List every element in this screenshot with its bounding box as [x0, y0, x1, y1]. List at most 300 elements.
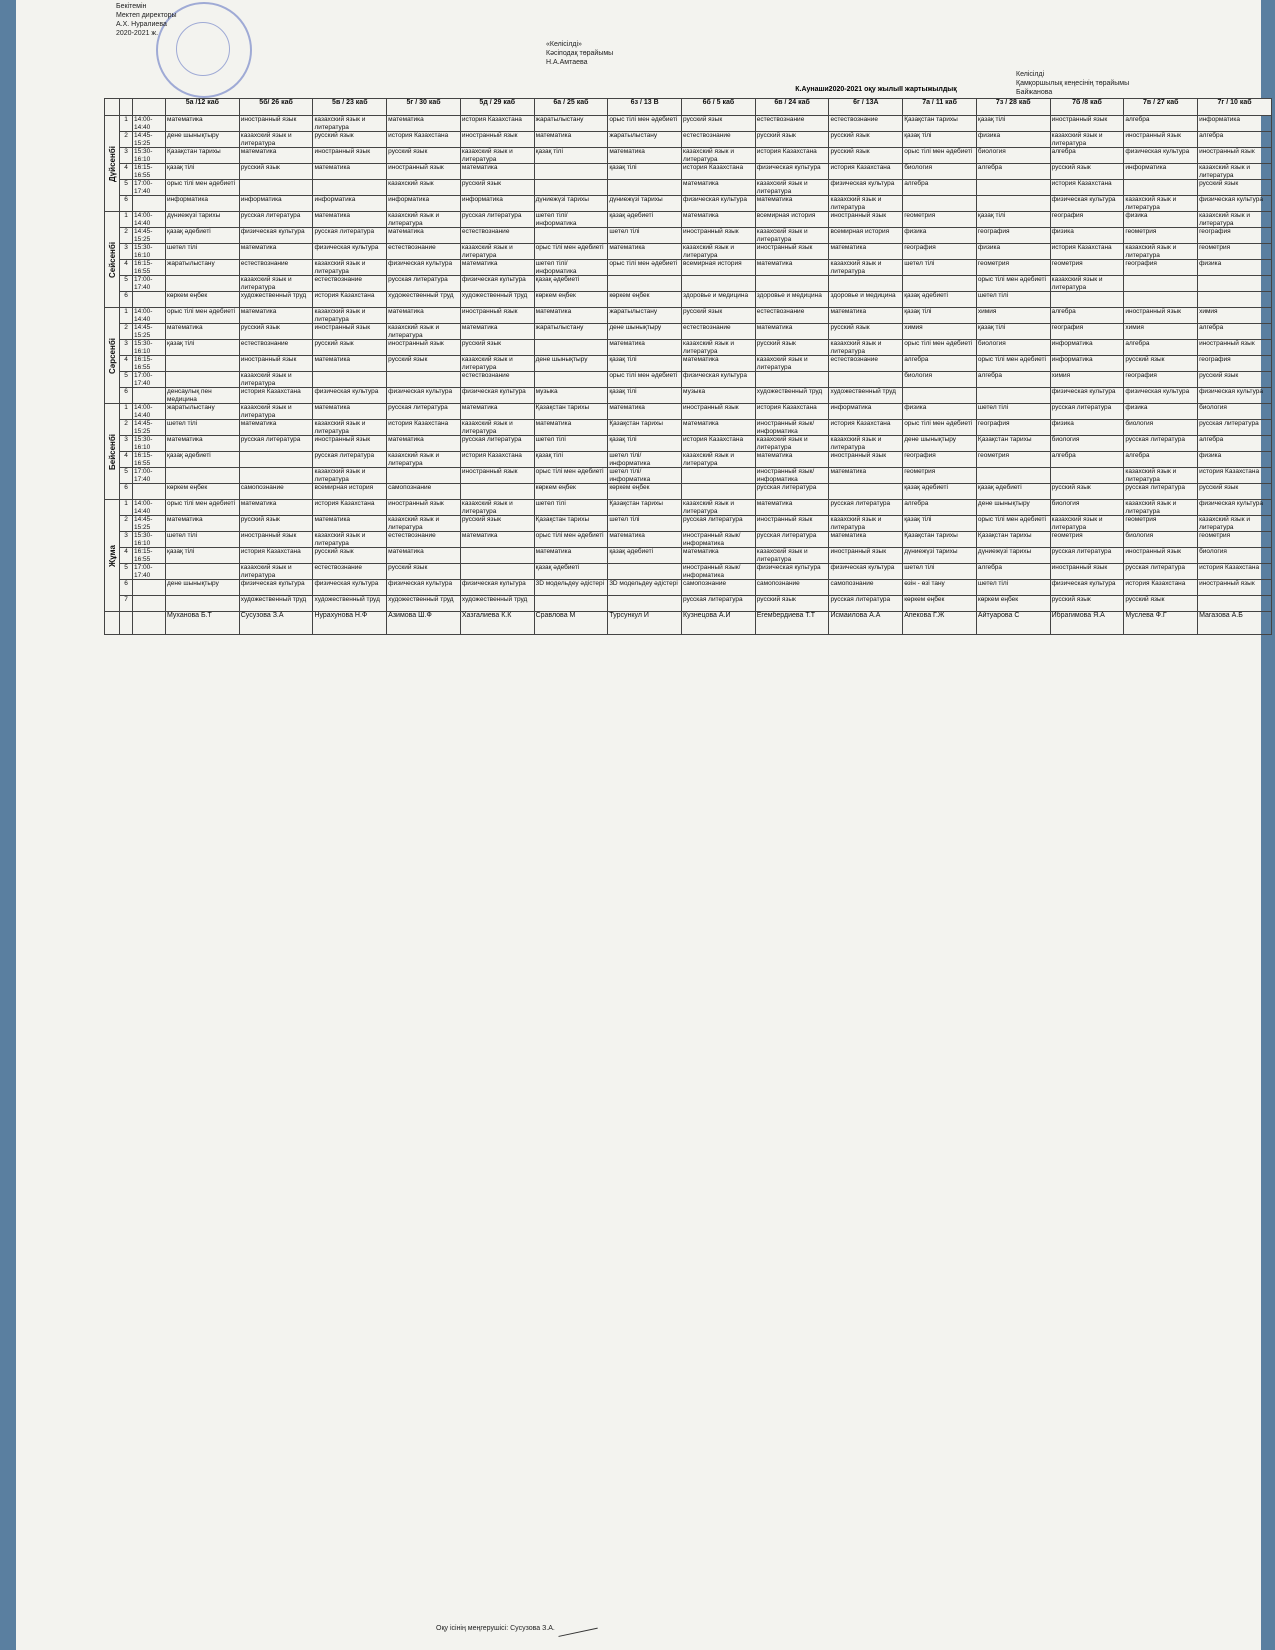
subject-cell: казахский язык и литература — [460, 244, 534, 260]
subject-cell: география — [976, 420, 1050, 436]
subject-cell: русская литература — [1050, 404, 1124, 420]
subject-cell: здоровье и медицина — [829, 292, 903, 308]
lesson-row — [105, 164, 1272, 180]
subject-cell — [903, 388, 977, 404]
subject-cell: физическая культура — [1050, 388, 1124, 404]
subject-cell: математика — [460, 404, 534, 420]
subject-cell: физическая культура — [1124, 388, 1198, 404]
subject-cell: художественный труд — [387, 292, 461, 308]
subject-cell — [313, 180, 387, 196]
class-teacher-name: Исмаилова А.А — [829, 612, 903, 635]
subject-cell: математика — [460, 164, 534, 180]
lesson-row — [105, 372, 1272, 388]
subject-cell: физика — [1050, 228, 1124, 244]
lesson-number: 3 — [120, 244, 133, 260]
subject-cell: иностранный язык — [460, 468, 534, 484]
subject-cell: химия — [903, 324, 977, 340]
subject-cell: иностранный язык — [1124, 132, 1198, 148]
subject-cell: казахский язык и литература — [829, 516, 903, 532]
subject-cell: иностранный язык — [239, 532, 313, 548]
approve-mid-line: Кәсіподақ төрайымы — [546, 50, 614, 57]
subject-cell: самопознание — [387, 484, 461, 500]
subject-cell — [460, 548, 534, 564]
subject-cell: художественный труд — [387, 596, 461, 612]
approve-left-line: Мектеп директоры — [116, 12, 177, 19]
lesson-number: 3 — [120, 532, 133, 548]
subject-cell — [1124, 180, 1198, 196]
subject-cell: русский язык — [682, 116, 756, 132]
subject-cell: математика — [829, 532, 903, 548]
subject-cell: шетел тілі/информатика — [608, 452, 682, 468]
class-column-header: 7б /8 каб — [1050, 99, 1124, 116]
subject-cell — [608, 180, 682, 196]
lesson-number: 3 — [120, 148, 133, 164]
subject-cell: естествознание — [755, 116, 829, 132]
subject-cell: дүниежүзі тарихы — [608, 196, 682, 212]
subject-cell: математика — [239, 148, 313, 164]
subject-cell: русская литература — [682, 596, 756, 612]
subject-cell: шетел тілі — [166, 532, 240, 548]
subject-cell: математика — [387, 436, 461, 452]
subject-cell: геометрия — [1198, 532, 1272, 548]
lesson-time — [133, 596, 166, 612]
lesson-time: 16:15- 16:55 — [133, 164, 166, 180]
subject-cell: жаратылыстану — [608, 132, 682, 148]
subject-cell: физическая культура — [1050, 196, 1124, 212]
subject-cell: математика — [608, 532, 682, 548]
subject-cell: Қазақстан тарихы — [534, 516, 608, 532]
subject-cell: көркем еңбек — [608, 484, 682, 500]
subject-cell: русская литература — [1198, 420, 1272, 436]
subject-cell: математика — [313, 164, 387, 180]
subject-cell: казахский язык и литература — [313, 468, 387, 484]
lesson-time: 14:45- 15:25 — [133, 228, 166, 244]
subject-cell: математика — [239, 500, 313, 516]
subject-cell: математика — [460, 324, 534, 340]
subject-cell: орыс тілі мен әдебиеті — [608, 116, 682, 132]
subject-cell: казахский язык и литература — [239, 404, 313, 420]
subject-cell: русский язык — [1124, 356, 1198, 372]
lesson-time: 15:30- 16:10 — [133, 532, 166, 548]
subject-cell: шетел тілі — [166, 244, 240, 260]
subject-cell: орыс тілі мен әдебиеті — [166, 308, 240, 324]
subject-cell: русский язык — [1050, 596, 1124, 612]
subject-cell: самопознание — [829, 580, 903, 596]
subject-cell: математика — [460, 532, 534, 548]
subject-cell: здоровье и медицина — [755, 292, 829, 308]
lesson-number: 7 — [120, 596, 133, 612]
subject-cell: казахский язык и литература — [829, 436, 903, 452]
subject-cell: көркем еңбек — [534, 484, 608, 500]
subject-cell — [1198, 292, 1272, 308]
subject-cell: иностранный язык/информатика — [682, 564, 756, 580]
subject-cell: көркем еңбек — [903, 596, 977, 612]
subject-cell: Қазақстан тарихы — [534, 404, 608, 420]
lesson-time: 14:00- 14:40 — [133, 116, 166, 132]
footer-signature: Оқу ісінің меңгерушісі: Сусузова З.А. — [436, 1625, 555, 1632]
subject-cell: орыс тілі мен әдебиеті — [976, 516, 1050, 532]
subject-cell: всемирная история — [755, 212, 829, 228]
day-label: Дүйсенбі — [105, 116, 120, 212]
subject-cell: художественный труд — [460, 292, 534, 308]
subject-cell: қазақ тілі — [903, 308, 977, 324]
subject-cell: русская литература — [460, 212, 534, 228]
lesson-number: 4 — [120, 548, 133, 564]
subject-cell: қазақ тілі — [534, 452, 608, 468]
lesson-time: 14:00- 14:40 — [133, 500, 166, 516]
subject-cell: история Казахстана — [460, 452, 534, 468]
subject-cell: математика — [313, 404, 387, 420]
subject-cell — [976, 196, 1050, 212]
subject-cell: иностранный язык/информатика — [755, 468, 829, 484]
subject-cell: русский язык — [1198, 484, 1272, 500]
subject-cell: естествознание — [755, 308, 829, 324]
subject-cell: биология — [903, 372, 977, 388]
subject-cell — [903, 196, 977, 212]
subject-cell: математика — [755, 196, 829, 212]
subject-cell — [1198, 596, 1272, 612]
subject-cell: физика — [1198, 260, 1272, 276]
subject-cell: физическая культура — [313, 388, 387, 404]
subject-cell: математика — [682, 212, 756, 228]
subject-cell: музыка — [534, 388, 608, 404]
subject-cell: иностранный язык — [682, 404, 756, 420]
lesson-number: 5 — [120, 276, 133, 292]
lesson-time: 16:15- 16:55 — [133, 452, 166, 468]
subject-cell: иностранный язык — [1198, 340, 1272, 356]
subject-cell: қазақ тілі — [903, 132, 977, 148]
lesson-time: 14:00- 14:40 — [133, 308, 166, 324]
subject-cell: шетел тілі — [166, 420, 240, 436]
class-teacher-name: Егембердиева Т.Т — [755, 612, 829, 635]
subject-cell: русский язык — [1050, 164, 1124, 180]
subject-cell: орыс тілі мен әдебиеті — [166, 180, 240, 196]
subject-cell: казахский язык и литература — [1198, 516, 1272, 532]
class-column-header: 7г / 10 каб — [1198, 99, 1272, 116]
subject-cell: русский язык — [387, 148, 461, 164]
subject-cell: казахский язык и литература — [1124, 500, 1198, 516]
lesson-number: 5 — [120, 564, 133, 580]
subject-cell: қазақ тілі — [608, 356, 682, 372]
class-column-header: 5а /12 каб — [166, 99, 240, 116]
subject-cell: иностранный язык — [460, 132, 534, 148]
subject-cell: геометрия — [976, 452, 1050, 468]
subject-cell: иностранный язык — [1124, 548, 1198, 564]
subject-cell: алгебра — [1198, 132, 1272, 148]
class-column-header: 6б / 5 каб — [682, 99, 756, 116]
class-column-header: 6а / 25 каб — [534, 99, 608, 116]
subject-cell: казахский язык и литература — [387, 212, 461, 228]
lesson-time: 15:30- 16:10 — [133, 340, 166, 356]
subject-cell: геометрия — [1124, 228, 1198, 244]
lesson-row — [105, 484, 1272, 500]
subject-cell: казахский язык и литература — [755, 356, 829, 372]
subject-cell: русская литература — [1124, 564, 1198, 580]
approve-right-line: Қамқоршылық кеңесінің төрайымы — [1016, 80, 1130, 87]
subject-cell: естествознание — [239, 340, 313, 356]
subject-cell: казахский язык и литература — [682, 452, 756, 468]
subject-cell: иностранный язык — [1198, 580, 1272, 596]
subject-cell: русский язык — [1198, 180, 1272, 196]
lesson-number: 4 — [120, 164, 133, 180]
subject-cell: художественный труд — [239, 596, 313, 612]
subject-cell: казахский язык и литература — [1124, 196, 1198, 212]
subject-cell: физическая культура — [239, 580, 313, 596]
subject-cell: иностранный язык — [1124, 308, 1198, 324]
subject-cell: история Казахстана — [755, 148, 829, 164]
lesson-time: 15:30- 16:10 — [133, 436, 166, 452]
subject-cell: дене шынықтыру — [608, 324, 682, 340]
subject-cell: казахский язык и литература — [239, 132, 313, 148]
subject-cell: 3D модельдеу әдістері — [534, 580, 608, 596]
handwritten-signature — [554, 1608, 597, 1637]
lesson-row — [105, 244, 1272, 260]
subject-cell: иностранный язык — [239, 116, 313, 132]
subject-cell: русский язык — [239, 516, 313, 532]
subject-cell: Қазақстан тарихы — [903, 116, 977, 132]
subject-cell: қазақ әдебиеті — [903, 484, 977, 500]
subject-cell — [976, 388, 1050, 404]
subject-cell: история Казахстана — [239, 388, 313, 404]
subject-cell: история Казахстана — [1198, 564, 1272, 580]
subject-cell: қазақ тілі — [903, 516, 977, 532]
subject-cell: қазақ әдебиеті — [534, 564, 608, 580]
subject-cell: алгебра — [1050, 308, 1124, 324]
subject-cell: геометрия — [1050, 260, 1124, 276]
lesson-time — [133, 580, 166, 596]
subject-cell: казахский язык и литература — [313, 260, 387, 276]
subject-cell: иностранный язык — [387, 500, 461, 516]
subject-cell: русский язык — [387, 564, 461, 580]
subject-cell: қазақ әдебиеті — [903, 292, 977, 308]
subject-cell: русская литература — [1124, 436, 1198, 452]
subject-cell: геометрия — [1124, 516, 1198, 532]
subject-cell: математика — [534, 548, 608, 564]
subject-cell: история Казахстана — [239, 548, 313, 564]
approval-union — [546, 40, 746, 67]
subject-cell: казахский язык и литература — [682, 148, 756, 164]
lesson-time: 17:00- 17:40 — [133, 372, 166, 388]
subject-cell: казахский язык — [387, 180, 461, 196]
subject-cell — [166, 468, 240, 484]
subject-cell: математика — [682, 548, 756, 564]
lesson-row — [105, 180, 1272, 196]
time-header — [133, 99, 166, 116]
subject-cell: казахский язык и литература — [1050, 516, 1124, 532]
subject-cell: математика — [166, 436, 240, 452]
subject-cell: қазақ тілі — [608, 388, 682, 404]
subject-cell: орыс тілі мен әдебиеті — [976, 356, 1050, 372]
schedule-heading — [776, 85, 976, 94]
lesson-number: 5 — [120, 468, 133, 484]
subject-cell: география — [903, 452, 977, 468]
subject-cell: казахский язык и литература — [460, 148, 534, 164]
lesson-row — [105, 340, 1272, 356]
subject-cell: физическая культура — [460, 388, 534, 404]
lesson-row — [105, 260, 1272, 276]
lesson-time: 17:00- 17:40 — [133, 564, 166, 580]
subject-cell: 3D модельдеу әдістері — [608, 580, 682, 596]
subject-cell: алгебра — [1050, 452, 1124, 468]
subject-cell: география — [976, 228, 1050, 244]
subject-cell: русский язык — [313, 340, 387, 356]
subject-cell: жаратылыстану — [608, 308, 682, 324]
heading-line: 2020-2021 оқу жылы — [828, 86, 900, 93]
subject-cell: математика — [682, 180, 756, 196]
subject-cell: информатика — [239, 196, 313, 212]
subject-cell: шетел тілі — [608, 516, 682, 532]
subject-cell: көркем еңбек — [166, 484, 240, 500]
lesson-number: 2 — [120, 420, 133, 436]
subject-cell: шетел тілі — [534, 500, 608, 516]
subject-cell: математика — [166, 516, 240, 532]
lesson-number: 6 — [120, 388, 133, 404]
subject-cell: казахский язык и литература — [313, 420, 387, 436]
subject-cell: шетел тілі/информатика — [534, 260, 608, 276]
subject-cell: русский язык — [682, 308, 756, 324]
lesson-time: 14:45- 15:25 — [133, 516, 166, 532]
subject-cell: дене шынықтыру — [166, 132, 240, 148]
subject-cell: русский язык — [755, 132, 829, 148]
subject-cell: геометрия — [903, 468, 977, 484]
subject-cell: русский язык — [460, 340, 534, 356]
subject-cell: қазақ тілі — [166, 548, 240, 564]
subject-cell: русская литература — [755, 484, 829, 500]
subject-cell: қазақ тілі — [976, 324, 1050, 340]
lesson-number: 3 — [120, 340, 133, 356]
subject-cell: история Казахстана — [1050, 244, 1124, 260]
subject-cell: биология — [976, 148, 1050, 164]
class-teachers-row — [105, 612, 1272, 635]
subject-cell — [239, 468, 313, 484]
lesson-time: 17:00- 17:40 — [133, 276, 166, 292]
subject-cell — [976, 468, 1050, 484]
subject-cell: русская литература — [313, 228, 387, 244]
subject-cell: иностранный язык — [460, 308, 534, 324]
lesson-number: 1 — [120, 404, 133, 420]
lesson-row — [105, 548, 1272, 564]
subject-cell: информатика — [1198, 116, 1272, 132]
subject-cell: казахский язык и литература — [1198, 164, 1272, 180]
subject-cell: физическая культура — [1198, 388, 1272, 404]
subject-cell: история Казахстана — [1050, 180, 1124, 196]
subject-cell: көркем еңбек — [976, 596, 1050, 612]
subject-cell: казахский язык и литература — [829, 340, 903, 356]
class-teacher-name: Кузнецова А.И — [682, 612, 756, 635]
subject-cell: математика — [682, 356, 756, 372]
subject-cell — [534, 340, 608, 356]
subject-cell: русский язык — [1050, 484, 1124, 500]
approve-mid-line: Н.А.Амтаева — [546, 59, 588, 66]
subject-cell: физическая культура — [387, 260, 461, 276]
subject-cell: естествознание — [829, 356, 903, 372]
subject-cell — [608, 596, 682, 612]
subject-cell: самопознание — [682, 580, 756, 596]
subject-cell: естествознание — [313, 276, 387, 292]
subject-cell: физическая культура — [460, 276, 534, 292]
subject-cell: самопознание — [239, 484, 313, 500]
subject-cell: дүниежүзі тарихы — [903, 548, 977, 564]
subject-cell: алгебра — [903, 356, 977, 372]
lesson-row — [105, 420, 1272, 436]
subject-cell: геометрия — [1198, 244, 1272, 260]
subject-cell: дене шынықтыру — [534, 356, 608, 372]
subject-cell: физическая культура — [755, 564, 829, 580]
lesson-time: 16:15- 16:55 — [133, 548, 166, 564]
lesson-row — [105, 196, 1272, 212]
subject-cell: шетел тілі — [608, 228, 682, 244]
heading-line: К.Аунаши — [795, 86, 829, 93]
subject-cell: физика — [1124, 404, 1198, 420]
subject-cell: физика — [976, 244, 1050, 260]
class-column-header: 5г / 30 каб — [387, 99, 461, 116]
class-teacher-name: Сусузова З.А — [239, 612, 313, 635]
subject-cell: казахский язык и литература — [1050, 276, 1124, 292]
lesson-row — [105, 356, 1272, 372]
subject-cell: русский язык — [1124, 596, 1198, 612]
subject-cell: қазақ тілі — [608, 164, 682, 180]
subject-cell: математика — [829, 308, 903, 324]
subject-cell — [682, 276, 756, 292]
lesson-time: 16:15- 16:55 — [133, 260, 166, 276]
subject-cell: казахский язык и литература — [387, 452, 461, 468]
subject-cell: история Казахстана — [313, 500, 387, 516]
class-column-header: 5д / 29 каб — [460, 99, 534, 116]
subject-cell: математика — [755, 324, 829, 340]
class-column-header: 6в / 24 каб — [755, 99, 829, 116]
subject-cell: орыс тілі мен әдебиеті — [534, 244, 608, 260]
lesson-row — [105, 308, 1272, 324]
subject-cell: естествознание — [460, 228, 534, 244]
lesson-time: 16:15- 16:55 — [133, 356, 166, 372]
subject-cell: русский язык — [460, 180, 534, 196]
lesson-row — [105, 564, 1272, 580]
subject-cell: иностранный язык — [387, 164, 461, 180]
subject-cell: алгебра — [976, 564, 1050, 580]
subject-cell: география — [1124, 260, 1198, 276]
lesson-time: 17:00- 17:40 — [133, 180, 166, 196]
lesson-time: 14:45- 15:25 — [133, 420, 166, 436]
subject-cell: шетел тілі — [534, 436, 608, 452]
subject-cell: казахский язык и литература — [460, 420, 534, 436]
subject-cell: Қазақстан тарихы — [608, 420, 682, 436]
subject-cell: химия — [976, 308, 1050, 324]
subject-cell: русская литература — [755, 532, 829, 548]
subject-cell: математика — [387, 116, 461, 132]
lesson-time — [133, 484, 166, 500]
lesson-number: 6 — [120, 196, 133, 212]
subject-cell: информатика — [1124, 164, 1198, 180]
subject-cell — [387, 372, 461, 388]
subject-cell: физическая культура — [1198, 196, 1272, 212]
subject-cell: казахский язык и литература — [1124, 468, 1198, 484]
subject-cell: математика — [239, 244, 313, 260]
timetable — [104, 98, 1272, 635]
subject-cell: история Казахстана — [682, 164, 756, 180]
subject-cell: математика — [534, 132, 608, 148]
subject-cell — [239, 180, 313, 196]
lesson-number: 1 — [120, 212, 133, 228]
subject-cell: иностранный язык — [1198, 148, 1272, 164]
lesson-row — [105, 436, 1272, 452]
lesson-time — [133, 388, 166, 404]
subject-cell: алгебра — [976, 164, 1050, 180]
subject-cell: всемирная история — [682, 260, 756, 276]
subject-cell: алгебра — [1124, 452, 1198, 468]
lesson-row — [105, 516, 1272, 532]
subject-cell: русский язык — [239, 164, 313, 180]
subject-cell: информатика — [313, 196, 387, 212]
